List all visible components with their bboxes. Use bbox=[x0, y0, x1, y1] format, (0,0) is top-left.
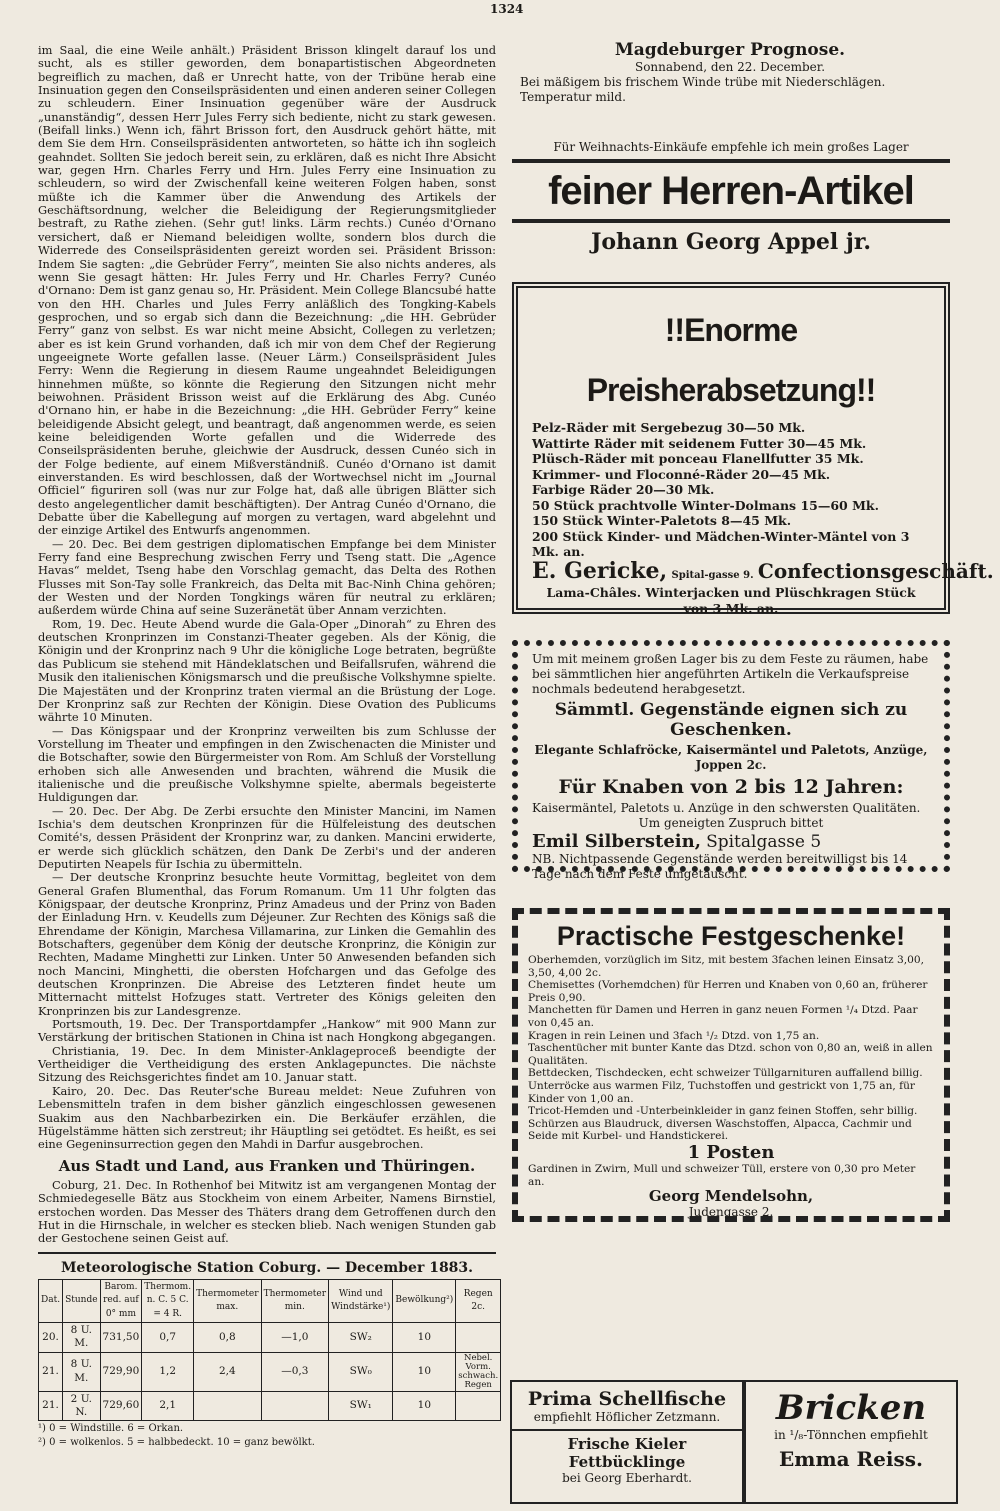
column-header: Thermometer min. bbox=[261, 1279, 329, 1322]
column-header: Bewölkung²) bbox=[393, 1279, 456, 1322]
ad-gericke bbox=[512, 282, 994, 616]
ad-item: Schürzen aus Blaudruck, diversen Waschstoffen, Alpacca, Cachmir und Seide mit Kurbel- und Handstickerei. bbox=[528, 1117, 912, 1143]
ad-nb: NB. Nichtpassende Gegenstände werden bereitwilligst bis 14 Tage nach dem Feste umgetauscht. bbox=[532, 852, 908, 881]
ad-headline: Frische Kieler Fettbücklinge bbox=[567, 1435, 687, 1471]
ad-silberstein bbox=[512, 640, 950, 881]
article-paragraph: Coburg, 21. Dec. In Rothenhof bei Mitwitz ist am vergangenen Montag der Schmiedegeselle Bätz aus Stockheim von einem Arbeiter, Namens Birnstiel, erstochen worden. Das Messer des Thäters drang dem Getroffenen durch den Hut in die Hirnschale, in welcher es stecken blieb. Nach wenigen Stunden gab der Gestochene seinen Geist auf. bbox=[38, 1177, 496, 1246]
table-cell: 8 U. M. bbox=[63, 1322, 100, 1352]
article-paragraph: — Der deutsche Kronprinz besuchte heute Vormittag, begleitet von dem General Grafen Blumenthal, das Forum Romanum. Um 11 Uhr folgten das Königspaar, der deutsche Kronprinz, Prinz Amadeus und der Prinz von Baden der Einladung Hrn. v. Keudells zum Déjeuner. Zur Rechten des Königs saß die Ehrendame der Königin, Marchesa Villamarina, zur Linken die Gemahlin des Botschafters, gegenüber dem König der deutsche Kronprinz, die Königin zur Rechten, Madame Minghetti zur Linken. Unter 50 Anwesenden befanden sich noch Mancini, Minghetti, die obersten Hofchargen und das Gefolge des deutschen Kronprinzen. Die Abreise des Letzteren findet heute um Mitternacht mittelst Hofzuges statt. Vertreter des Königs geleiten den Kronprinzen bis zur Landesgrenze. bbox=[38, 870, 496, 1018]
ad-item: Bettdecken, Tischdecken, echt schweizer Tüllgarnituren auffallend billig. bbox=[528, 1067, 923, 1080]
table-cell: 2,4 bbox=[194, 1352, 262, 1391]
column-header: Dat. bbox=[39, 1279, 63, 1322]
ad-posten: 1 Posten bbox=[687, 1141, 775, 1163]
table-cell: SW₀ bbox=[329, 1352, 393, 1391]
article-paragraph: Rom, 19. Dec. Heute Abend wurde die Gala-Oper „Dinorah“ zu Ehren des deutschen Kronprinzen im Constanzi-Theater gegeben. Als der König, die Königin und der Kronprinz nach 9 Uhr die königliche Loge betraten, begrüßte das Publicum sie stehend mit Händeklatschen und Beifallsrufen, während die Musik den italienischen Königsmarsch und die preußische Volkshymne spielte. Die Majestäten und der Kronprinz traten viermal an die Brüstung der Loge. Der Kronprinz saß zur Rechten der Königin. Diese Ovation des Publicums währte 10 Minuten. bbox=[38, 616, 496, 725]
table-cell: 729,60 bbox=[100, 1391, 142, 1421]
column-header: Thermometer max. bbox=[194, 1279, 262, 1322]
article-paragraph: — 20. Dec. Bei dem gestrigen diplomatischen Empfange bei dem Minister Ferry fand eine Besprechung zwischen Ferry und Tseng statt. Die „Agence Havas“ meldet, Tseng habe den Vorschlag gemacht, das Delta des Rothen Flusses mit Son-Tay solle Frankreich, das Delta mit Bac-Ninh China gehören; der Westen und der Norden Tongkings wären für neutral zu erklären; außerdem würde China auf seine Suzeränetät über Annam verzichten. bbox=[38, 536, 496, 618]
table-row bbox=[39, 1391, 501, 1421]
table-cell: Nebel. Vorm. schwach. Regen bbox=[456, 1352, 501, 1391]
ad-intro: Um mit meinem großen Lager bis zu dem Feste zu räumen, habe bei sämmtlichen hier angeführten Artikeln die Verkaufspreise nochmals bedeutend herabgesetzt. bbox=[532, 652, 929, 696]
column-header: Thermom. n. C. 5 C. = 4 R. bbox=[142, 1279, 194, 1322]
ad-bricken bbox=[744, 1380, 958, 1504]
article-paragraph: — 20. Dec. Der Abg. De Zerbi ersuchte den Minister Mancini, im Namen Ischia's dem deutschen Kronprinzen für die Hülfeleistung des deutschen Comité's, dessen Präsident der Kronprinz war, zu danken. Mancini erwiderte, er werde sich glücklich schätzen, den Dank De Zerbi's und der anderen Deputirten Neapels für Ischia zu übermitteln. bbox=[38, 803, 496, 871]
ad-item: Kragen in rein Leinen und 3fach ¹/₂ Dtzd. von 1,75 an. bbox=[528, 1029, 820, 1042]
ad-intro: Für Weihnachts-Einkäufe empfehle ich mein großes Lager bbox=[553, 140, 909, 154]
article-paragraph: Christiania, 19. Dec. In dem Minister-Anklageproceß beendigte der Vertheidiger die Vertheidigung des ersten Anklagepunctes. Die nächste Sitzung des Reichsgerichtes findet am 10. Januar statt. bbox=[38, 1043, 496, 1085]
table-header-row bbox=[39, 1279, 501, 1322]
table-cell: 0,8 bbox=[194, 1322, 262, 1352]
ad-item: Oberhemden, vorzüglich im Sitz, mit bestem 3fachen leinen Einsatz 3,00, 3,50, 4,00 2c. bbox=[528, 954, 924, 979]
table-cell: 10 bbox=[393, 1352, 456, 1391]
ad-headline: feiner Herren-Artikel bbox=[512, 159, 950, 223]
table-cell: 2 U. N. bbox=[63, 1391, 100, 1421]
price-line: 150 Stück Winter-Paletots 8—45 Mk. bbox=[532, 513, 792, 528]
table-footnote: ¹) 0 = Windstille. 6 = Orkan. bbox=[38, 1423, 184, 1435]
ad-firm: Emma Reiss. bbox=[779, 1447, 923, 1471]
ad-boys-text: Kaisermäntel, Paletots u. Anzüge in den schwersten Qualitäten. bbox=[532, 801, 921, 815]
ad-request: Um geneigten Zuspruch bittet bbox=[638, 816, 824, 830]
ad-item: Manchetten für Damen und Herren in ganz neuen Formen ¹/₄ Dtzd. Paar von 0,45 an. bbox=[528, 1004, 918, 1029]
ad-seller: empfiehlt Höflicher Zetzmann. bbox=[533, 1410, 721, 1424]
met-table-title: Meteorologische Station Coburg. — December 1883. bbox=[60, 1259, 474, 1276]
section-heading: Aus Stadt und Land, aus Franken und Thüringen. bbox=[58, 1156, 476, 1175]
price-line: 200 Stück Kinder- und Mädchen-Winter-Mäntel von 3 Mk. an. bbox=[532, 528, 910, 559]
ad-headline: !!Enorme Preisherabsetzung!! bbox=[586, 312, 876, 408]
table-cell bbox=[456, 1391, 501, 1421]
ad-footer: Lama-Châles. Winterjacken und Plüschkragen Stück von 3 Mk. an. bbox=[546, 585, 916, 616]
ad-headline: Sämmtl. Gegenstände eignen sich zu Geschenken. bbox=[554, 700, 908, 740]
ad-address: Spitalgasse 5 bbox=[706, 832, 822, 852]
ad-street: Spital-gasse 9. bbox=[671, 569, 754, 581]
forecast-date: Sonnabend, den 22. December. bbox=[634, 60, 826, 74]
ad-appel bbox=[512, 140, 950, 270]
table-cell: 0,7 bbox=[142, 1322, 194, 1352]
ad-headline: Bricken bbox=[775, 1388, 927, 1428]
table-cell: 1,2 bbox=[142, 1352, 194, 1391]
table-cell: 731,50 bbox=[100, 1322, 142, 1352]
ad-headline: Prima Schellfische bbox=[527, 1388, 727, 1410]
forecast-text: Bei mäßigem bis frischem Winde trübe mit Niederschlägen. Temperatur mild. bbox=[520, 75, 886, 104]
table-cell bbox=[456, 1322, 501, 1352]
article-paragraph: Kairo, 20. Dec. Das Reuter'sche Bureau meldet: Neue Zufuhren von Lebensmitteln trafen in dem bisher gänzlich eingeschlossen gewesenen Suakim aus den Nachbarbezirken ein. Die Berkäufer erzählen, die Hügelstämme hätten sich zerstreut; ihr Häuptling sei getödtet. Es heißt, es sei eine Gegeninsurrection gegen den Mahdi in Darfur ausgebrochen. bbox=[38, 1083, 496, 1152]
news-column bbox=[38, 43, 499, 1449]
article-paragraph: im Saal, die eine Weile anhält.) Präsident Brisson klingelt darauf los und sucht, als es stiller geworden, dem bonapartistischen Abgeordneten begreiflich zu machen, daß er Unrecht hatte, von der Tribüne herab eine Insinuation gegen den Conseilspräsidenten und einen anderen seiner Collegen zu schleudern. Einer Insinuation gegenüber wäre der Ausdruck „unanständig“, dessen Herr Jules Ferry sich bediente, nicht zu stark gewesen. (Beifall links.) Wenn ich, fährt Brisson fort, den Ausdruck gehört hätte, mit dem Sie dem Hrn. Conseilspräsidenten antworteten, so hätte ich ihn sogleich geahndet. Sollten Sie jedoch bereit sein, zu erklären, daß es nicht Ihre Absicht war, gegen Hrn. Charles Ferry und Hrn. Jules Ferry eine Insinuation zu schleudern, so wird der Zwischenfall keine weiteren Folgen haben, sonst müßte ich die Kammer über die Anwendung des Artikels der Geschäftsordnung, welcher die Beleidigung der Regierungsmitglieder bestraft, zu Rathe ziehen. (Sehr gut! links. Lärm rechts.) Cunéo d'Ornano versichert, daß er Niemand beleidigen wollte, sondern blos durch die Widerrede des Conseilspräsidenten gereizt worden sei. Präsident Brisson: Indem Sie sagten: „die Gebrüder Ferry“, meinten Sie also nichts anderes, als wenn Sie gesagt hätten: Hr. Jules Ferry und Hr. Charles Ferry? Cunéo d'Ornano: Dem ist ganz genau so, Hr. Präsident. Mein College Blancsubé hatte von den HH. Charles und Jules Ferry anläßlich des Tongking-Kabels gesprochen, und so ergab sich dann die Bezeichnung: „die HH. Gebrüder Ferry“ ganz von selbst. Es war nicht meine Absicht, Collegen zu verletzen; aber es ist kein Grund vorhanden, daß ich mir von dem Chef der Regierung ungeeignete Worte gefallen lasse. (Neuer Lärm.) Conseilspräsident Jules Ferry: Wenn die Regierung in diesem Raume ungeahndet Beleidigungen hinnehmen müßte, so könnte die Regierung den Sitzungen nicht mehr beiwohnen. Präsident Brisson weist auf die Erklärung des Abg. Cunéo d'Ornano hin, er habe in die Bezeichnung: „die HH. Gebrüder Ferry“ keine beleidigende Absicht gelegt, und beantragt, daß angenommen werde, es seien keine beleidigenden Worte gefallen und die Widerrede des Conseilspräsidenten beruhe, gleichwie der Ausdruck, dessen Cunéo sich in der Folge bediente, auf einem Mißverständniß. Cunéo d'Ornano ist damit einverstanden. Es wird beschlossen, daß der Wortwechsel nicht im „Journal Officiel“ figuriren soll (was nur zur Folge hat, daß alle übrigen Blätter sich desto angelegentlicher damit beschäftigten). Der Antrag Cunéo d'Ornano, die Debatte über die Kabellegung auf morgen zu vertagen, ward abgelehnt und der einzige Artikel des Entwurfs angenommen. bbox=[38, 43, 496, 538]
ad-text: in ¹/₈-Tönnchen empfiehlt bbox=[774, 1428, 928, 1442]
table-cell bbox=[194, 1391, 262, 1421]
table-cell: 21. bbox=[39, 1352, 63, 1391]
table-row bbox=[39, 1352, 501, 1391]
column-header: Barom. red. auf 0° mm bbox=[100, 1279, 142, 1322]
ad-firm: Johann Georg Appel jr. bbox=[590, 229, 872, 255]
column-header: Regen 2c. bbox=[456, 1279, 501, 1322]
article-paragraph: Portsmouth, 19. Dec. Der Transportdampfer „Hankow“ mit 900 Mann zur Verstärkung der britischen Stationen in China ist nach Hongkong abgegangen. bbox=[38, 1017, 496, 1045]
ad-fish bbox=[510, 1380, 744, 1504]
price-line: Farbige Räder 20—30 Mk. bbox=[532, 482, 715, 497]
price-line: Wattirte Räder mit seidenem Futter 30—45 Mk. bbox=[532, 435, 867, 451]
price-line: Pelz-Räder mit Sergebezug 30—50 Mk. bbox=[532, 420, 806, 435]
ad-mendelsohn bbox=[512, 908, 950, 1222]
ad-boys: Für Knaben von 2 bis 12 Jahren: bbox=[558, 776, 904, 798]
price-line: Plüsch-Räder mit ponceau Flanellfutter 35 Mk. bbox=[532, 451, 864, 466]
table-cell: 8 U. M. bbox=[63, 1352, 100, 1391]
table-cell: 729,90 bbox=[100, 1352, 142, 1391]
table-cell: 2,1 bbox=[142, 1391, 194, 1421]
table-cell: —0,3 bbox=[261, 1352, 329, 1391]
divider bbox=[38, 1252, 496, 1254]
weather-forecast bbox=[520, 40, 940, 120]
ad-item: Tricot-Hemden und -Unterbeinkleider in ganz feinen Stoffen, sehr billig. bbox=[528, 1105, 918, 1118]
ad-sub: Elegante Schlafröcke, Kaisermäntel und Paletots, Anzüge, Joppen 2c. bbox=[534, 743, 928, 772]
table-cell: 10 bbox=[393, 1322, 456, 1352]
table-cell: SW₁ bbox=[329, 1391, 393, 1421]
forecast-title: Magdeburger Prognose. bbox=[614, 40, 846, 60]
ad-item: Chemisettes (Vorhemdchen) für Herren und Knaben von 0,60 an, früherer Preis 0,90. bbox=[528, 979, 928, 1004]
table-cell: 10 bbox=[393, 1391, 456, 1421]
ad-posten-text: Gardinen in Zwirn, Mull und schweizer Tüll, erstere von 0,30 pro Meter an. bbox=[528, 1162, 916, 1188]
table-cell bbox=[261, 1391, 329, 1421]
table-row bbox=[39, 1322, 501, 1352]
table-cell: —1,0 bbox=[261, 1322, 329, 1352]
ad-headline: Practische Festgeschenke! bbox=[556, 921, 906, 951]
article-paragraph: — Das Königspaar und der Kronprinz verweilten bis zum Schlusse der Vorstellung im Theater und empfingen in den Zwischenacten die Minister und die Botschafter, sowie den Bürgermeister von Rom. Am Schluß der Vorstellung erhoben sich alle Anwesenden und brachten, während die Musik die italienische und die preußische Volkshymne spielte, abermals begeisterte Huldigungen dar. bbox=[38, 723, 496, 805]
ad-address: Judengasse 2. bbox=[688, 1205, 774, 1220]
ad-firm: Georg Mendelsohn, bbox=[648, 1187, 814, 1206]
table-cell: 21. bbox=[39, 1391, 63, 1421]
table-footnote: ²) 0 = wolkenlos. 5 = halbbedeckt. 10 = ganz bewölkt. bbox=[38, 1437, 315, 1449]
ad-shop: Confectionsgeschäft. bbox=[757, 558, 994, 583]
column-header: Stunde bbox=[63, 1279, 100, 1322]
ad-seller: bei Georg Eberhardt. bbox=[562, 1471, 692, 1485]
price-line: Krimmer- und Floconné-Räder 20—45 Mk. bbox=[532, 466, 831, 482]
column-header: Wind und Windstärke¹) bbox=[329, 1279, 393, 1322]
ad-firm: E. Gericke, bbox=[532, 557, 668, 584]
price-line: 50 Stück prachtvolle Winter-Dolmans 15—60 Mk. bbox=[532, 497, 879, 513]
table-cell: 20. bbox=[39, 1322, 63, 1352]
table-cell: SW₂ bbox=[329, 1322, 393, 1352]
ad-item: Unterröcke aus warmen Filz, Tuchstoffen und gestrickt von 1,75 an, für Kinder von 1,00 an. bbox=[528, 1079, 915, 1105]
page-number: 1324 bbox=[490, 2, 524, 16]
weather-table bbox=[38, 1279, 501, 1421]
ad-firm: Emil Silberstein, bbox=[532, 831, 701, 852]
ad-item: Taschentücher mit bunter Kante das Dtzd. schon von 0,80 an, weiß in allen Qualitäten. bbox=[528, 1042, 933, 1067]
